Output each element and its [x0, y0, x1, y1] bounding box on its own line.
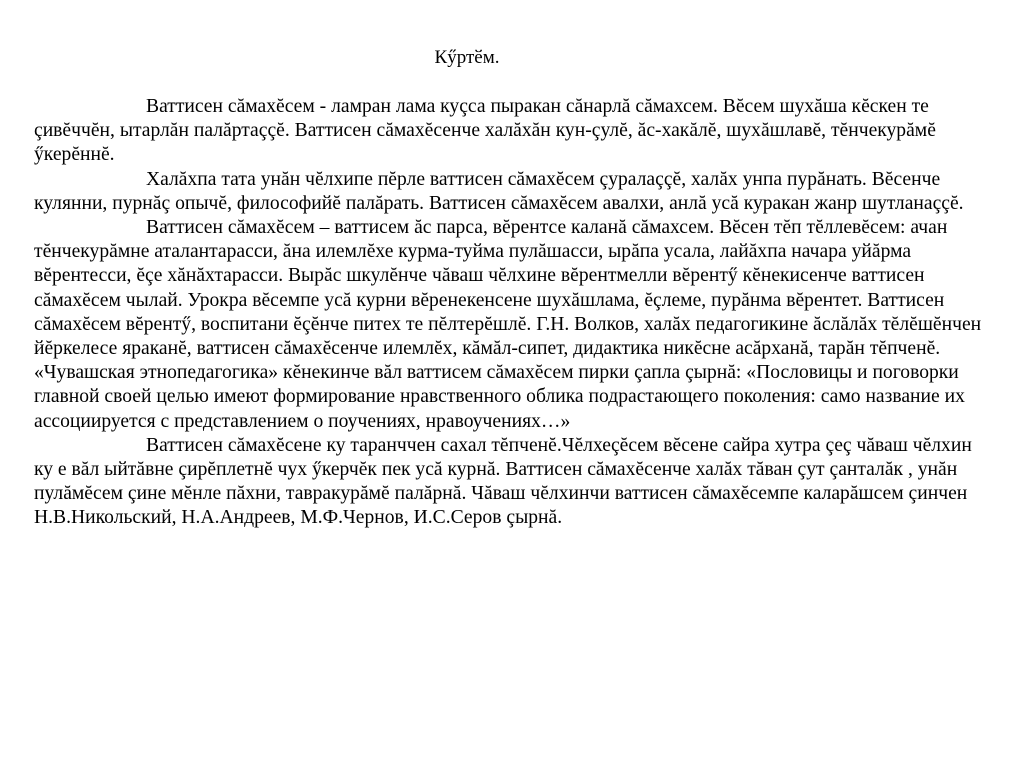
paragraph-2: Халăхпа тата унăн чĕлхипе пĕрле ваттисен сăмахĕсем çуралаççĕ, халăх унпа пурăнать. Вĕсенче кулянни, пурнăç опычĕ, философийĕ палăрать. Ваттисен сăмахĕсем авалхи, анлă усă куракан жанр шутланаççĕ.: [34, 168, 964, 214]
paragraph-4: Ваттисен сăмахĕсене ку таранччен сахал тĕпченĕ.Чĕлхеçĕсем вĕсене сайра хутра çеç чăваш чĕлхин ку е вăл ыйтăвне çирĕплетнĕ чух ӳкерчĕк пек усă курнă. Ваттисен сăмахĕсенче халăх тăван çут çанталăк , унăн пулăмĕсем çине мĕнле пăхни, тавракурăмĕ палăрнă. Чăваш чĕлхинчи ваттисен сăмахĕсемпе каларăшсем çинчен Н.В.Никольский, Н.А.Андреев, М.Ф.Чернов, И.С.Серов çырнă.: [34, 434, 972, 529]
paragraph-3: Ваттисен сăмахĕсем – ваттисем ăс парса, вĕрентсе каланă сăмахсем. Вĕсен тĕп тĕллевĕсем: ачан тĕнчекурăмне аталантарасси, ăна илемлĕхе курма-туйма пулăшасси, ырăпа усала, лайăхпа начара уйăрма вĕрентесси, ĕçе хăнăхтарасси. Вырăс шкулĕнче чăваш чĕлхине вĕрентмелли вĕрентӳ кĕнекисенче ваттисен сăмахĕсем чылай. Урокра вĕсемпе усă курни вĕренекенсене шухăшлама, ĕçлеме, пурăнма вĕрентет. Ваттисен сăмахĕсем вĕрентӳ, воспитани ĕçĕнче питех те пĕлтерĕшлĕ. Г.Н. Волков, халăх педагогикине ăслăлăх тĕлĕшĕнчен йĕркелесе яраканĕ, ваттисен сăмахĕсенче илемлĕх, кăмăл-сипет, дидактика никĕсне асăрханă, тарăн тĕпченĕ. «Чувашская этнопедагогика» кĕнекинче вăл ваттисем сăмахĕсем пирки çапла çырнă: «Пословицы и поговорки главной своей целью имеют формирование нравственного облика подрастающего поколения: само название их ассоциируется с представлением о поучениях, нравоучениях…»: [34, 217, 982, 432]
body-text: [34, 95, 984, 531]
page-title: Кӳртӗм.: [434, 47, 500, 68]
paragraph-1: Ваттисен сăмахĕсем - ламран лама куçса пыракан сăнарлă сăмахсем. Вĕсем шухăша кĕскен те çивĕччĕн, ытарлăн палăртаççĕ. Ваттисен сăмахĕсенче халăхăн кун-çулĕ, ăс-хакăлĕ, шухăшлавĕ, тĕнчекурăмĕ ӳкерĕннĕ.: [34, 96, 936, 166]
